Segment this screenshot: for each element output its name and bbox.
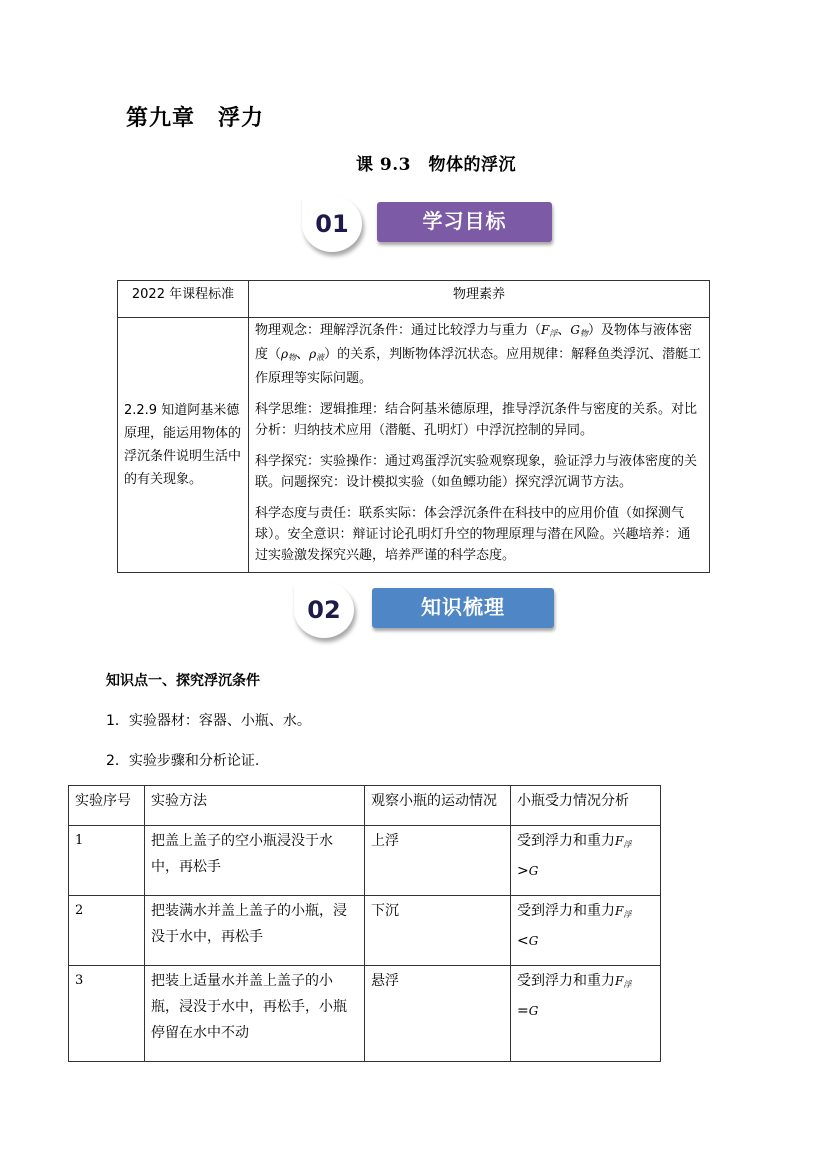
- banner-label-text: 学习目标: [422, 209, 507, 233]
- banner-label: [377, 202, 552, 242]
- symbol-rho-liquid: ρ: [309, 347, 317, 361]
- goals-table-header: [118, 281, 710, 318]
- knowledge-point-title: 知识点一、探究浮沉条件: [106, 673, 260, 689]
- banner-label-text: 知识梳理: [421, 595, 505, 619]
- literacy-concept-text-1: 物理观念：理解浮沉条件：通过比较浮力与重力（: [255, 323, 542, 338]
- symbol-g: G: [570, 323, 580, 337]
- header-method: 实验方法: [145, 786, 365, 826]
- literacy-concept-text-3: ）的关系，判断物体浮沉状态。应用规律：解释鱼类浮沉、潜艇工作原理等实际问题。: [255, 347, 702, 386]
- symbol-rho-object-sub: 物: [288, 353, 297, 362]
- symbol-f-sub: 浮: [623, 910, 632, 919]
- symbol-f-sub: 浮: [623, 840, 632, 849]
- header-no: 实验序号: [69, 786, 145, 826]
- force-text: 受到浮力和重力: [517, 973, 615, 989]
- literacy-attitude: 科学态度与责任：联系实际：体会浮沉条件在科技中的应用价值（如探测气球）。安全意识：辩证讨论孔明灯升空的物理原理与潜在风险。兴趣培养：通过实验激发探究兴趣，培养严谨的科学态度。: [255, 506, 691, 563]
- banner-number: 01: [315, 210, 349, 238]
- row-motion: 上浮: [365, 826, 511, 896]
- separator: 、: [557, 323, 571, 338]
- header-standard: 2022 年课程标准: [118, 281, 249, 318]
- experiment-table: [68, 785, 661, 1062]
- table-row: [69, 896, 661, 966]
- symbol-g: G: [528, 934, 539, 948]
- banner-knowledge-review: [294, 582, 556, 642]
- force-text: 受到浮力和重力: [517, 903, 615, 919]
- force-text: 受到浮力和重力: [517, 833, 615, 849]
- symbol-g: G: [528, 1004, 539, 1018]
- row-method: 把装上适量水并盖上盖子的小瓶，浸没于水中，再松手，小瓶停留在水中不动: [145, 966, 365, 1062]
- symbol-rho-liquid-sub: 液: [316, 353, 325, 362]
- goals-table: [117, 280, 710, 573]
- literacy-concept-text-2: ）及物体与液体密度（: [255, 323, 692, 362]
- row-force: [511, 896, 661, 966]
- banner-learning-goals: [302, 196, 552, 256]
- row-motion: 悬浮: [365, 966, 511, 1062]
- row-number: 2: [69, 896, 145, 966]
- row-motion: 下沉: [365, 896, 511, 966]
- row-force: [511, 966, 661, 1062]
- banner-label: [372, 588, 554, 628]
- literacy-inquiry: 科学探究：实验操作：通过鸡蛋浮沉实验观察现象，验证浮力与液体密度的关联。问题探究：设计模拟实验（如鱼鳔功能）探究浮沉调节方法。: [255, 454, 698, 490]
- table-row: [69, 826, 661, 896]
- header-force: 小瓶受力情况分析: [511, 786, 661, 826]
- banner-number-badge: [294, 582, 354, 638]
- row-force: [511, 826, 661, 896]
- symbol-f-sub: 浮: [623, 980, 632, 989]
- table-row: [69, 966, 661, 1062]
- symbol-f: F: [615, 974, 624, 988]
- separator-2: 、: [296, 347, 310, 362]
- goals-table-row: [118, 318, 710, 573]
- banner-number-badge: [302, 196, 362, 252]
- symbol-f-sub: 浮: [549, 329, 558, 338]
- symbol-g: G: [528, 864, 539, 878]
- list-item-steps: 2．实验步骤和分析论证.: [106, 753, 260, 769]
- lesson-title: 课 9.3 物体的浮沉: [356, 155, 516, 175]
- experiment-table-header: [69, 786, 661, 826]
- row-method: 把盖上盖子的空小瓶浸没于水中，再松手: [145, 826, 365, 896]
- relation: >: [517, 863, 529, 879]
- row-method: 把装满水并盖上盖子的小瓶，浸没于水中，再松手: [145, 896, 365, 966]
- symbol-f: F: [615, 834, 624, 848]
- literacy-concept: [255, 320, 703, 389]
- relation: <: [517, 933, 529, 949]
- literacy-thinking: 科学思维：逻辑推理：结合阿基米德原理，推导浮沉条件与密度的关系。对比分析：归纳技术应用（潜艇、孔明灯）中浮沉控制的异同。: [255, 402, 698, 438]
- chapter-title: 第九章 浮力: [126, 105, 265, 131]
- row-number: 1: [69, 826, 145, 896]
- header-literacy: 物理素养: [249, 281, 710, 318]
- symbol-f: F: [541, 323, 550, 337]
- list-item-equipment: 1．实验器材：容器、小瓶、水。: [106, 713, 311, 729]
- symbol-rho-object: ρ: [281, 347, 289, 361]
- curriculum-standard: 2.2.9 知道阿基米德原理，能运用物体的浮沉条件说明生活中的有关现象。: [118, 318, 249, 573]
- banner-number: 02: [307, 596, 341, 624]
- relation: =: [517, 1003, 529, 1019]
- symbol-f: F: [615, 904, 624, 918]
- symbol-g-sub: 物: [579, 329, 588, 338]
- physics-literacy: [249, 318, 710, 573]
- row-number: 3: [69, 966, 145, 1062]
- header-motion: 观察小瓶的运动情况: [365, 786, 511, 826]
